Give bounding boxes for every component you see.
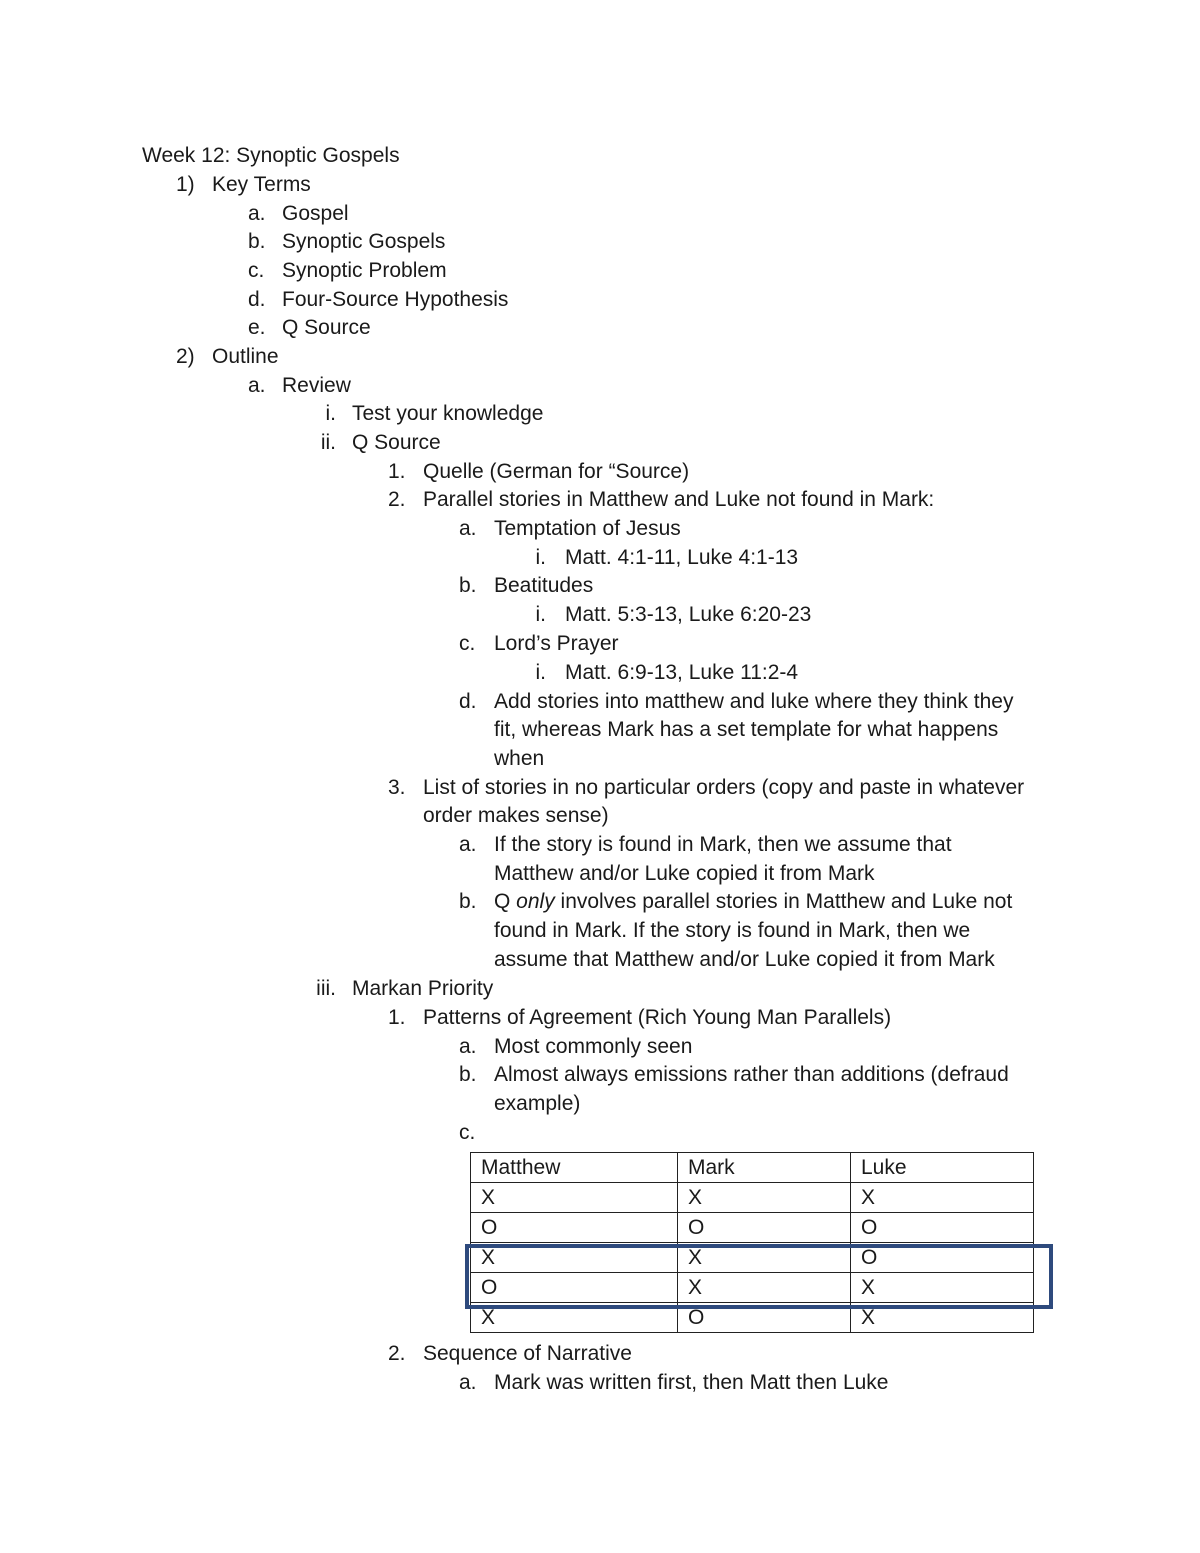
item-temptation: Temptation of Jesus xyxy=(494,517,681,540)
table-cell: X xyxy=(471,1183,678,1213)
item-most-common: Most commonly seen xyxy=(494,1035,693,1058)
list-marker: a. xyxy=(248,202,266,225)
section-label: Key Terms xyxy=(212,173,311,196)
list-marker: i. xyxy=(535,661,546,684)
item-lords-prayer: Lord’s Prayer xyxy=(494,632,619,655)
table-cell: O xyxy=(678,1213,851,1243)
list-marker: 2. xyxy=(388,1342,406,1365)
list-marker: iii. xyxy=(316,977,336,1000)
table-header-row xyxy=(471,1153,1034,1183)
item-q-source: Q Source xyxy=(352,431,441,454)
item-reference: Matt. 4:1-11, Luke 4:1-13 xyxy=(565,546,799,569)
table-cell: O xyxy=(471,1213,678,1243)
table-cell: X xyxy=(678,1273,851,1303)
list-marker: c. xyxy=(248,259,265,282)
list-marker: d. xyxy=(248,288,266,311)
item-parallel-stories: Parallel stories in Matthew and Luke not found in Mark: xyxy=(423,488,935,511)
item-q-only-cont: assume that Matthew and/or Luke copied it from Mark xyxy=(494,948,995,971)
item-reference: Matt. 6:9-13, Luke 11:2-4 xyxy=(565,661,799,684)
list-item xyxy=(248,314,371,342)
list-marker: c. xyxy=(459,1121,476,1144)
item-patterns-of-agreement: Patterns of Agreement (Rich Young Man Parallels) xyxy=(423,1006,892,1029)
text-segment: Q xyxy=(494,890,517,913)
item-q-only-cont: found in Mark. If the story is found in Mark, then we xyxy=(494,919,971,942)
item-test-knowledge: Test your knowledge xyxy=(352,402,544,425)
highlight-box xyxy=(465,1244,1053,1309)
list-item xyxy=(248,372,351,400)
table-row xyxy=(471,1213,1034,1243)
list-item xyxy=(248,228,446,256)
list-marker: b. xyxy=(459,574,477,597)
item-add-stories: Add stories into matthew and luke where they think they xyxy=(494,690,1014,713)
table-cell: O xyxy=(471,1273,678,1303)
table-cell: X xyxy=(851,1273,1034,1303)
item-list-of-stories-cont: order makes sense) xyxy=(423,804,609,827)
item-add-stories-cont: when xyxy=(494,747,545,770)
list-marker: 3. xyxy=(388,776,406,799)
item-add-stories-cont: fit, whereas Mark has a set template for what happens xyxy=(494,718,999,741)
item-markan-priority: Markan Priority xyxy=(352,977,494,1000)
table-cell: O xyxy=(678,1303,851,1333)
item-list-of-stories: List of stories in no particular orders (copy and paste in whatever xyxy=(423,776,1025,799)
table-header: Luke xyxy=(851,1153,1034,1183)
list-marker: e. xyxy=(248,316,266,339)
table-cell: O xyxy=(851,1213,1034,1243)
section-outline xyxy=(176,343,279,371)
list-marker: i. xyxy=(325,402,336,425)
list-marker: b. xyxy=(248,230,266,253)
list-marker: c. xyxy=(459,632,476,655)
list-marker: b. xyxy=(459,890,477,913)
list-item xyxy=(248,286,509,314)
table-cell: X xyxy=(851,1183,1034,1213)
list-marker: a. xyxy=(248,374,266,397)
text-segment: involves parallel stories in Matthew and Luke not xyxy=(554,890,1013,913)
list-marker: 2) xyxy=(176,345,195,368)
section-label: Outline xyxy=(212,345,279,368)
page-title: Week 12: Synoptic Gospels xyxy=(142,144,400,167)
item-emissions: Almost always emissions rather than additions (defraud xyxy=(494,1063,1009,1086)
table-cell: X xyxy=(471,1243,678,1273)
item-quelle: Quelle (German for “Source) xyxy=(423,460,690,483)
table-cell: X xyxy=(678,1183,851,1213)
list-marker: a. xyxy=(459,1035,477,1058)
item-reference: Matt. 5:3-13, Luke 6:20-23 xyxy=(565,603,812,626)
section-key-terms xyxy=(176,171,311,199)
list-marker: i. xyxy=(535,603,546,626)
table-row xyxy=(471,1183,1034,1213)
list-marker: i. xyxy=(535,546,546,569)
table-header: Matthew xyxy=(471,1153,678,1183)
item-beatitudes: Beatitudes xyxy=(494,574,594,597)
term-gospel: Gospel xyxy=(282,202,349,225)
list-item xyxy=(248,200,349,228)
list-item xyxy=(248,257,447,285)
list-marker: d. xyxy=(459,690,477,713)
item-emissions-cont: example) xyxy=(494,1092,581,1115)
list-marker: 1. xyxy=(388,1006,406,1029)
item-story-in-mark: If the story is found in Mark, then we assume that xyxy=(494,833,952,856)
item-mark-first: Mark was written first, then Matt then Luke xyxy=(494,1371,889,1394)
list-marker: ii. xyxy=(320,431,336,454)
list-marker: a. xyxy=(459,833,477,856)
table-cell: X xyxy=(851,1303,1034,1333)
list-marker: 1) xyxy=(176,173,195,196)
item-q-only xyxy=(494,888,1012,916)
term-synoptic-problem: Synoptic Problem xyxy=(282,259,447,282)
table-cell: X xyxy=(471,1303,678,1333)
table-cell: O xyxy=(851,1243,1034,1273)
item-review: Review xyxy=(282,374,351,397)
table-header: Mark xyxy=(678,1153,851,1183)
item-story-in-mark-cont: Matthew and/or Luke copied it from Mark xyxy=(494,862,875,885)
list-marker: b. xyxy=(459,1063,477,1086)
term-four-source: Four-Source Hypothesis xyxy=(282,288,509,311)
emphasis-text: only xyxy=(516,890,555,913)
table-cell: X xyxy=(678,1243,851,1273)
list-marker: a. xyxy=(459,1371,477,1394)
term-synoptic-gospels: Synoptic Gospels xyxy=(282,230,446,253)
term-q-source: Q Source xyxy=(282,316,371,339)
list-marker: a. xyxy=(459,517,477,540)
item-sequence-of-narrative: Sequence of Narrative xyxy=(423,1342,632,1365)
list-marker: 1. xyxy=(388,460,406,483)
list-marker: 2. xyxy=(388,488,406,511)
